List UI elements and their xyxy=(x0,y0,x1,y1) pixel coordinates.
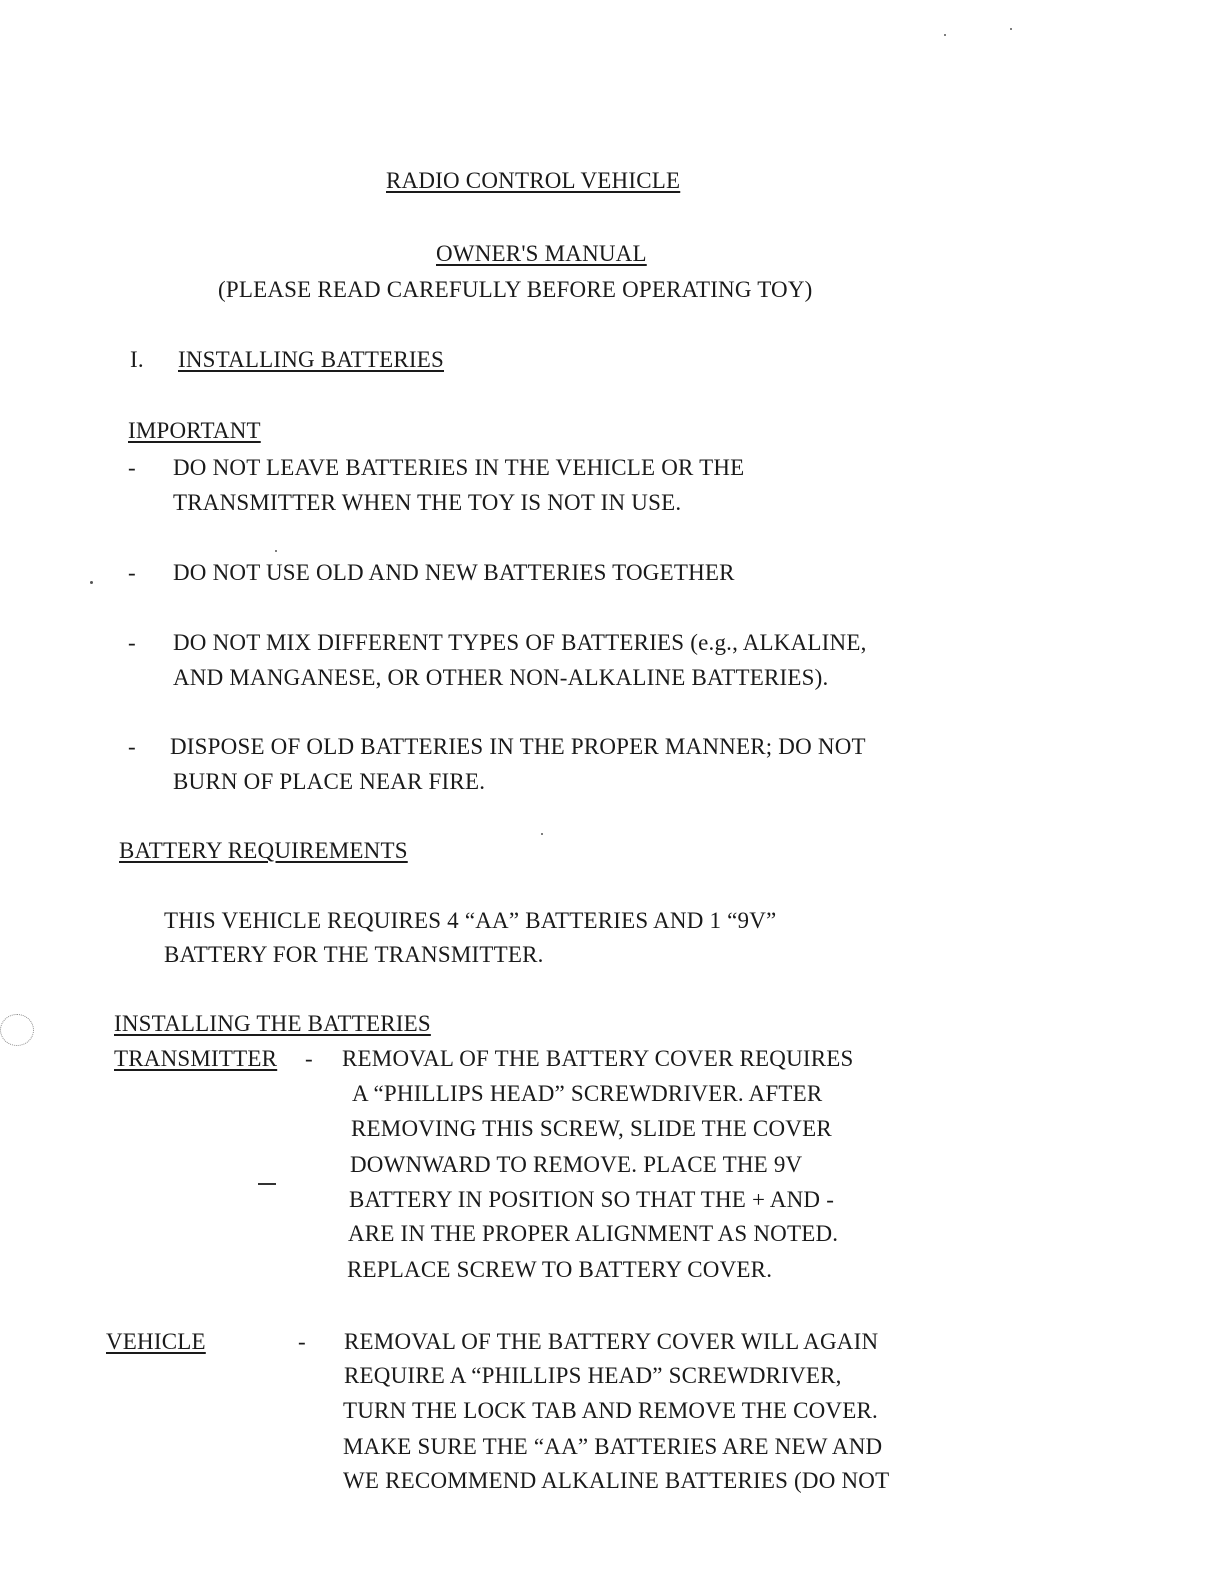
bullet-dash: - xyxy=(128,734,136,759)
vehicle-dash: - xyxy=(298,1329,306,1354)
scan-speck xyxy=(1010,28,1012,30)
transmitter-line: ARE IN THE PROPER ALIGNMENT AS NOTED. xyxy=(348,1221,839,1246)
section-heading: INSTALLING BATTERIES xyxy=(178,347,444,372)
transmitter-dash: - xyxy=(305,1046,313,1071)
vehicle-label: VEHICLE xyxy=(106,1329,206,1354)
transmitter-label: TRANSMITTER xyxy=(114,1046,278,1071)
item-line: TRANSMITTER WHEN THE TOY IS NOT IN USE. xyxy=(173,490,682,515)
vehicle-line: REQUIRE A “PHILLIPS HEAD” SCREWDRIVER, xyxy=(344,1363,842,1388)
scan-hole-punch xyxy=(0,1014,34,1046)
document-title: RADIO CONTROL VEHICLE xyxy=(386,168,681,193)
vehicle-line: MAKE SURE THE “AA” BATTERIES ARE NEW AND xyxy=(343,1434,883,1459)
document-subtitle: OWNER'S MANUAL xyxy=(436,241,647,266)
bullet-dash: - xyxy=(128,455,136,480)
scan-speck xyxy=(541,833,543,835)
item-line: DO NOT LEAVE BATTERIES IN THE VEHICLE OR THE xyxy=(173,455,745,480)
transmitter-line: DOWNWARD TO REMOVE. PLACE THE 9V xyxy=(350,1152,803,1177)
scan-speck xyxy=(944,34,946,36)
item-line: DISPOSE OF OLD BATTERIES IN THE PROPER MANNER; DO NOT xyxy=(170,734,866,759)
transmitter-line: REMOVING THIS SCREW, SLIDE THE COVER xyxy=(351,1116,832,1141)
section-number: I. xyxy=(130,347,144,372)
item-line: BURN OF PLACE NEAR FIRE. xyxy=(173,769,486,794)
item-line: DO NOT USE OLD AND NEW BATTERIES TOGETHER xyxy=(173,560,735,585)
scan-speck xyxy=(275,550,277,552)
transmitter-line: REMOVAL OF THE BATTERY COVER REQUIRES xyxy=(342,1046,854,1071)
battery-requirements-heading: BATTERY REQUIREMENTS xyxy=(119,838,408,863)
scan-mark xyxy=(258,1183,276,1185)
vehicle-line: REMOVAL OF THE BATTERY COVER WILL AGAIN xyxy=(344,1329,879,1354)
requirements-line: THIS VEHICLE REQUIRES 4 “AA” BATTERIES AND 1 “9V” xyxy=(164,908,777,933)
read-carefully-note: (PLEASE READ CAREFULLY BEFORE OPERATING TOY) xyxy=(218,277,813,302)
item-line: AND MANGANESE, OR OTHER NON-ALKALINE BATTERIES). xyxy=(173,665,829,690)
vehicle-line: WE RECOMMEND ALKALINE BATTERIES (DO NOT xyxy=(343,1468,890,1493)
important-heading: IMPORTANT xyxy=(128,418,261,443)
transmitter-line: REPLACE SCREW TO BATTERY COVER. xyxy=(347,1257,773,1282)
transmitter-line: A “PHILLIPS HEAD” SCREWDRIVER. AFTER xyxy=(352,1081,823,1106)
scan-speck xyxy=(90,581,93,584)
bullet-dash: - xyxy=(128,630,136,655)
installing-heading: INSTALLING THE BATTERIES xyxy=(114,1011,431,1036)
bullet-dash: - xyxy=(128,560,136,585)
transmitter-line: BATTERY IN POSITION SO THAT THE + AND - xyxy=(349,1187,835,1212)
vehicle-line: TURN THE LOCK TAB AND REMOVE THE COVER. xyxy=(343,1398,878,1423)
item-line: DO NOT MIX DIFFERENT TYPES OF BATTERIES (e.g., ALKALINE, xyxy=(173,630,867,655)
requirements-line: BATTERY FOR THE TRANSMITTER. xyxy=(164,942,544,967)
